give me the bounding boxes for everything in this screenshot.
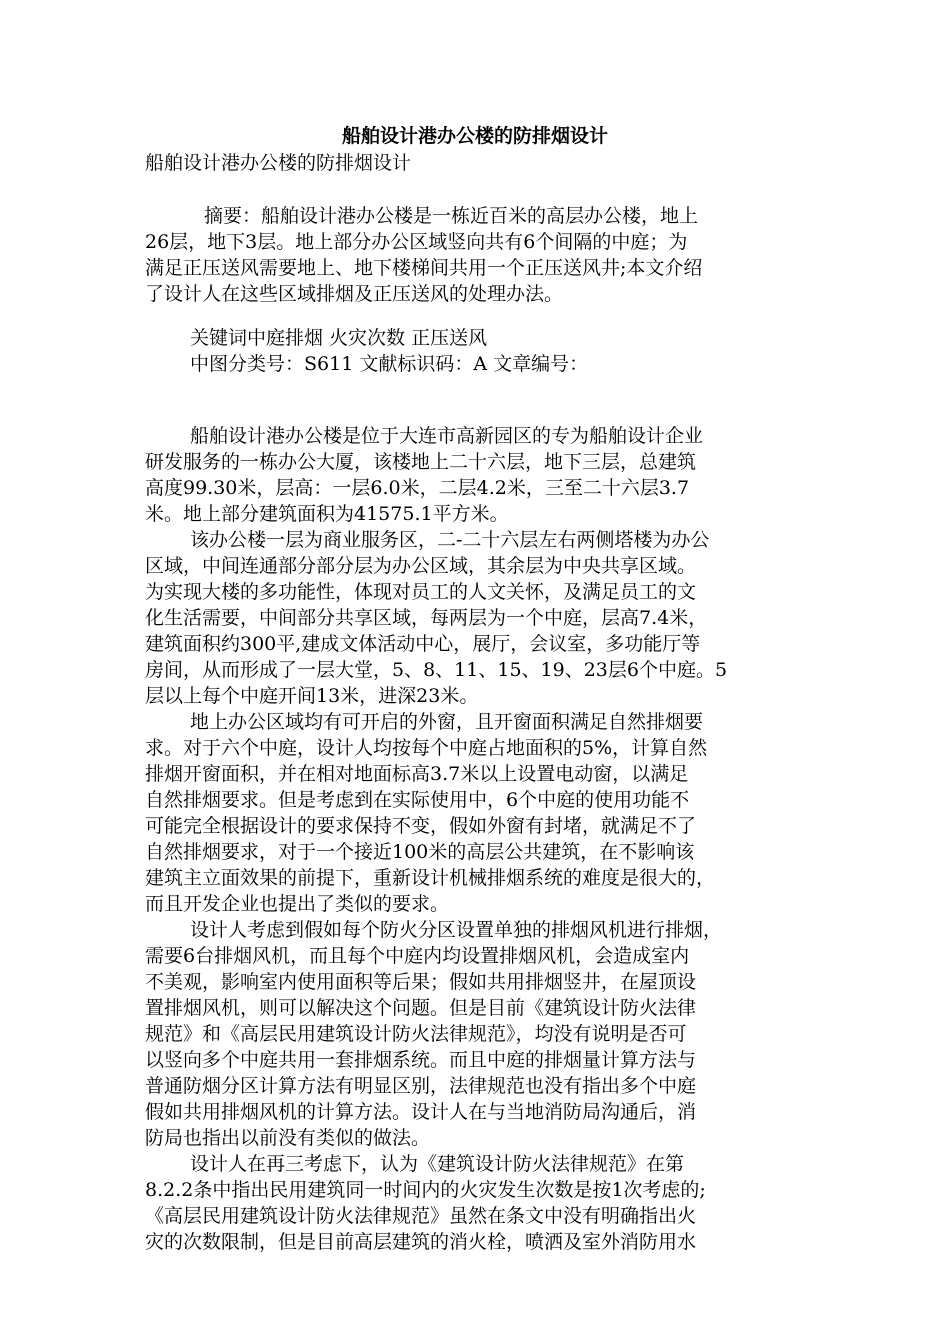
body-line: 建筑面积约300平,建成文体活动中心，展厅，会议室，多功能厅等 bbox=[145, 633, 701, 655]
body-line: 自然排烟要求，对于一个接近100米的高层公共建筑，在不影响该 bbox=[145, 841, 695, 863]
body-line: 《高层民用建筑设计防火法律规范》虽然在条文中没有明确指出火 bbox=[145, 1205, 697, 1227]
body-line: 以竖向多个中庭共用一套排烟系统。而且中庭的排烟量计算方法与 bbox=[145, 1049, 697, 1071]
body-line: 化生活需要，中间部分共享区域，每两层为一个中庭，层高7.4米， bbox=[145, 607, 708, 629]
body-line: 米。地上部分建筑面积为41575.1平方米。 bbox=[145, 503, 509, 525]
body-line: 区域，中间连通部分部分层为办公区域，其余层为中央共享区域。 bbox=[145, 555, 697, 577]
body-line: 防局也指出以前没有类似的做法。 bbox=[145, 1127, 431, 1149]
body-line: 不美观，影响室内使用面积等后果；假如共用排烟竖井，在屋顶设 bbox=[145, 971, 697, 993]
body-line: 设计人在再三考虑下，认为《建筑设计防火法律规范》在第 bbox=[190, 1153, 685, 1175]
body-line: 需要6台排烟风机，而且每个中庭内均设置排烟风机，会造成室内 bbox=[145, 945, 690, 967]
body-line: 8.2.2条中指出民用建筑同一时间内的火灾发生次数是按1次考虑的; bbox=[145, 1179, 706, 1201]
body-line: 可能完全根据设计的要求保持不变，假如外窗有封堵，就满足不了 bbox=[145, 815, 697, 837]
body-line: 该办公楼一层为商业服务区，二-二十六层左右两侧塔楼为办公 bbox=[190, 529, 710, 551]
body-line: 求。对于六个中庭，设计人均按每个中庭占地面积的5%，计算自然 bbox=[145, 737, 708, 759]
body-line: 层以上每个中庭开间13米，进深23米。 bbox=[145, 685, 479, 707]
body-line: 高度99.30米，层高：一层6.0米，二层4.2米，三至二十六层3.7 bbox=[145, 477, 690, 499]
body-line: 建筑主立面效果的前提下，重新设计机械排烟系统的难度是很大的， bbox=[145, 867, 716, 889]
abstract-line: 了设计人在这些区域排烟及正压送风的处理办法。 bbox=[145, 283, 564, 305]
keywords-line: 关键词中庭排烟 火灾次数 正压送风 bbox=[190, 327, 488, 349]
body-line: 为实现大楼的多功能性，体现对员工的人文关怀，及满足员工的文 bbox=[145, 581, 697, 603]
body-line: 自然排烟要求。但是考虑到在实际使用中，6个中庭的使用功能不 bbox=[145, 789, 690, 811]
document-subtitle: 船舶设计港办公楼的防排烟设计 bbox=[145, 152, 412, 174]
body-line: 研发服务的一栋办公大厦，该楼地上二十六层，地下三层，总建筑 bbox=[145, 451, 697, 473]
classification-line: 中图分类号：S611 文献标识码：A 文章编号： bbox=[190, 353, 589, 375]
abstract-line: 满足正压送风需要地上、地下楼梯间共用一个正压送风井;本文介绍 bbox=[145, 257, 703, 279]
abstract-line: 26层，地下3层。地上部分办公区域竖向共有6个间隔的中庭；为 bbox=[145, 231, 688, 253]
body-line: 房间，从而形成了一层大堂，5、8、11、15、19、23层6个中庭。5 bbox=[145, 659, 728, 681]
abstract-line: 摘要：船舶设计港办公楼是一栋近百米的高层办公楼，地上 bbox=[204, 205, 699, 227]
body-line: 而且开发企业也提出了类似的要求。 bbox=[145, 893, 450, 915]
document-title: 船舶设计港办公楼的防排烟设计 bbox=[341, 125, 608, 147]
body-line: 灾的次数限制，但是目前高层建筑的消火栓，喷洒及室外消防用水 bbox=[145, 1231, 697, 1253]
body-line: 置排烟风机，则可以解决这个问题。但是目前《建筑设计防火法律 bbox=[145, 997, 697, 1019]
body-line: 船舶设计港办公楼是位于大连市高新园区的专为船舶设计企业 bbox=[190, 425, 704, 447]
body-line: 规范》和《高层民用建筑设计防火法律规范》，均没有说明是否可 bbox=[145, 1023, 687, 1045]
body-line: 设计人考虑到假如每个防火分区设置单独的排烟风机进行排烟， bbox=[190, 919, 723, 941]
body-line: 假如共用排烟风机的计算方法。设计人在与当地消防局沟通后，消 bbox=[145, 1101, 697, 1123]
body-line: 普通防烟分区计算方法有明显区别，法律规范也没有指出多个中庭 bbox=[145, 1075, 697, 1097]
body-line: 排烟开窗面积，并在相对地面标高3.7米以上设置电动窗，以满足 bbox=[145, 763, 689, 785]
body-line: 地上办公区域均有可开启的外窗，且开窗面积满足自然排烟要 bbox=[190, 711, 704, 733]
